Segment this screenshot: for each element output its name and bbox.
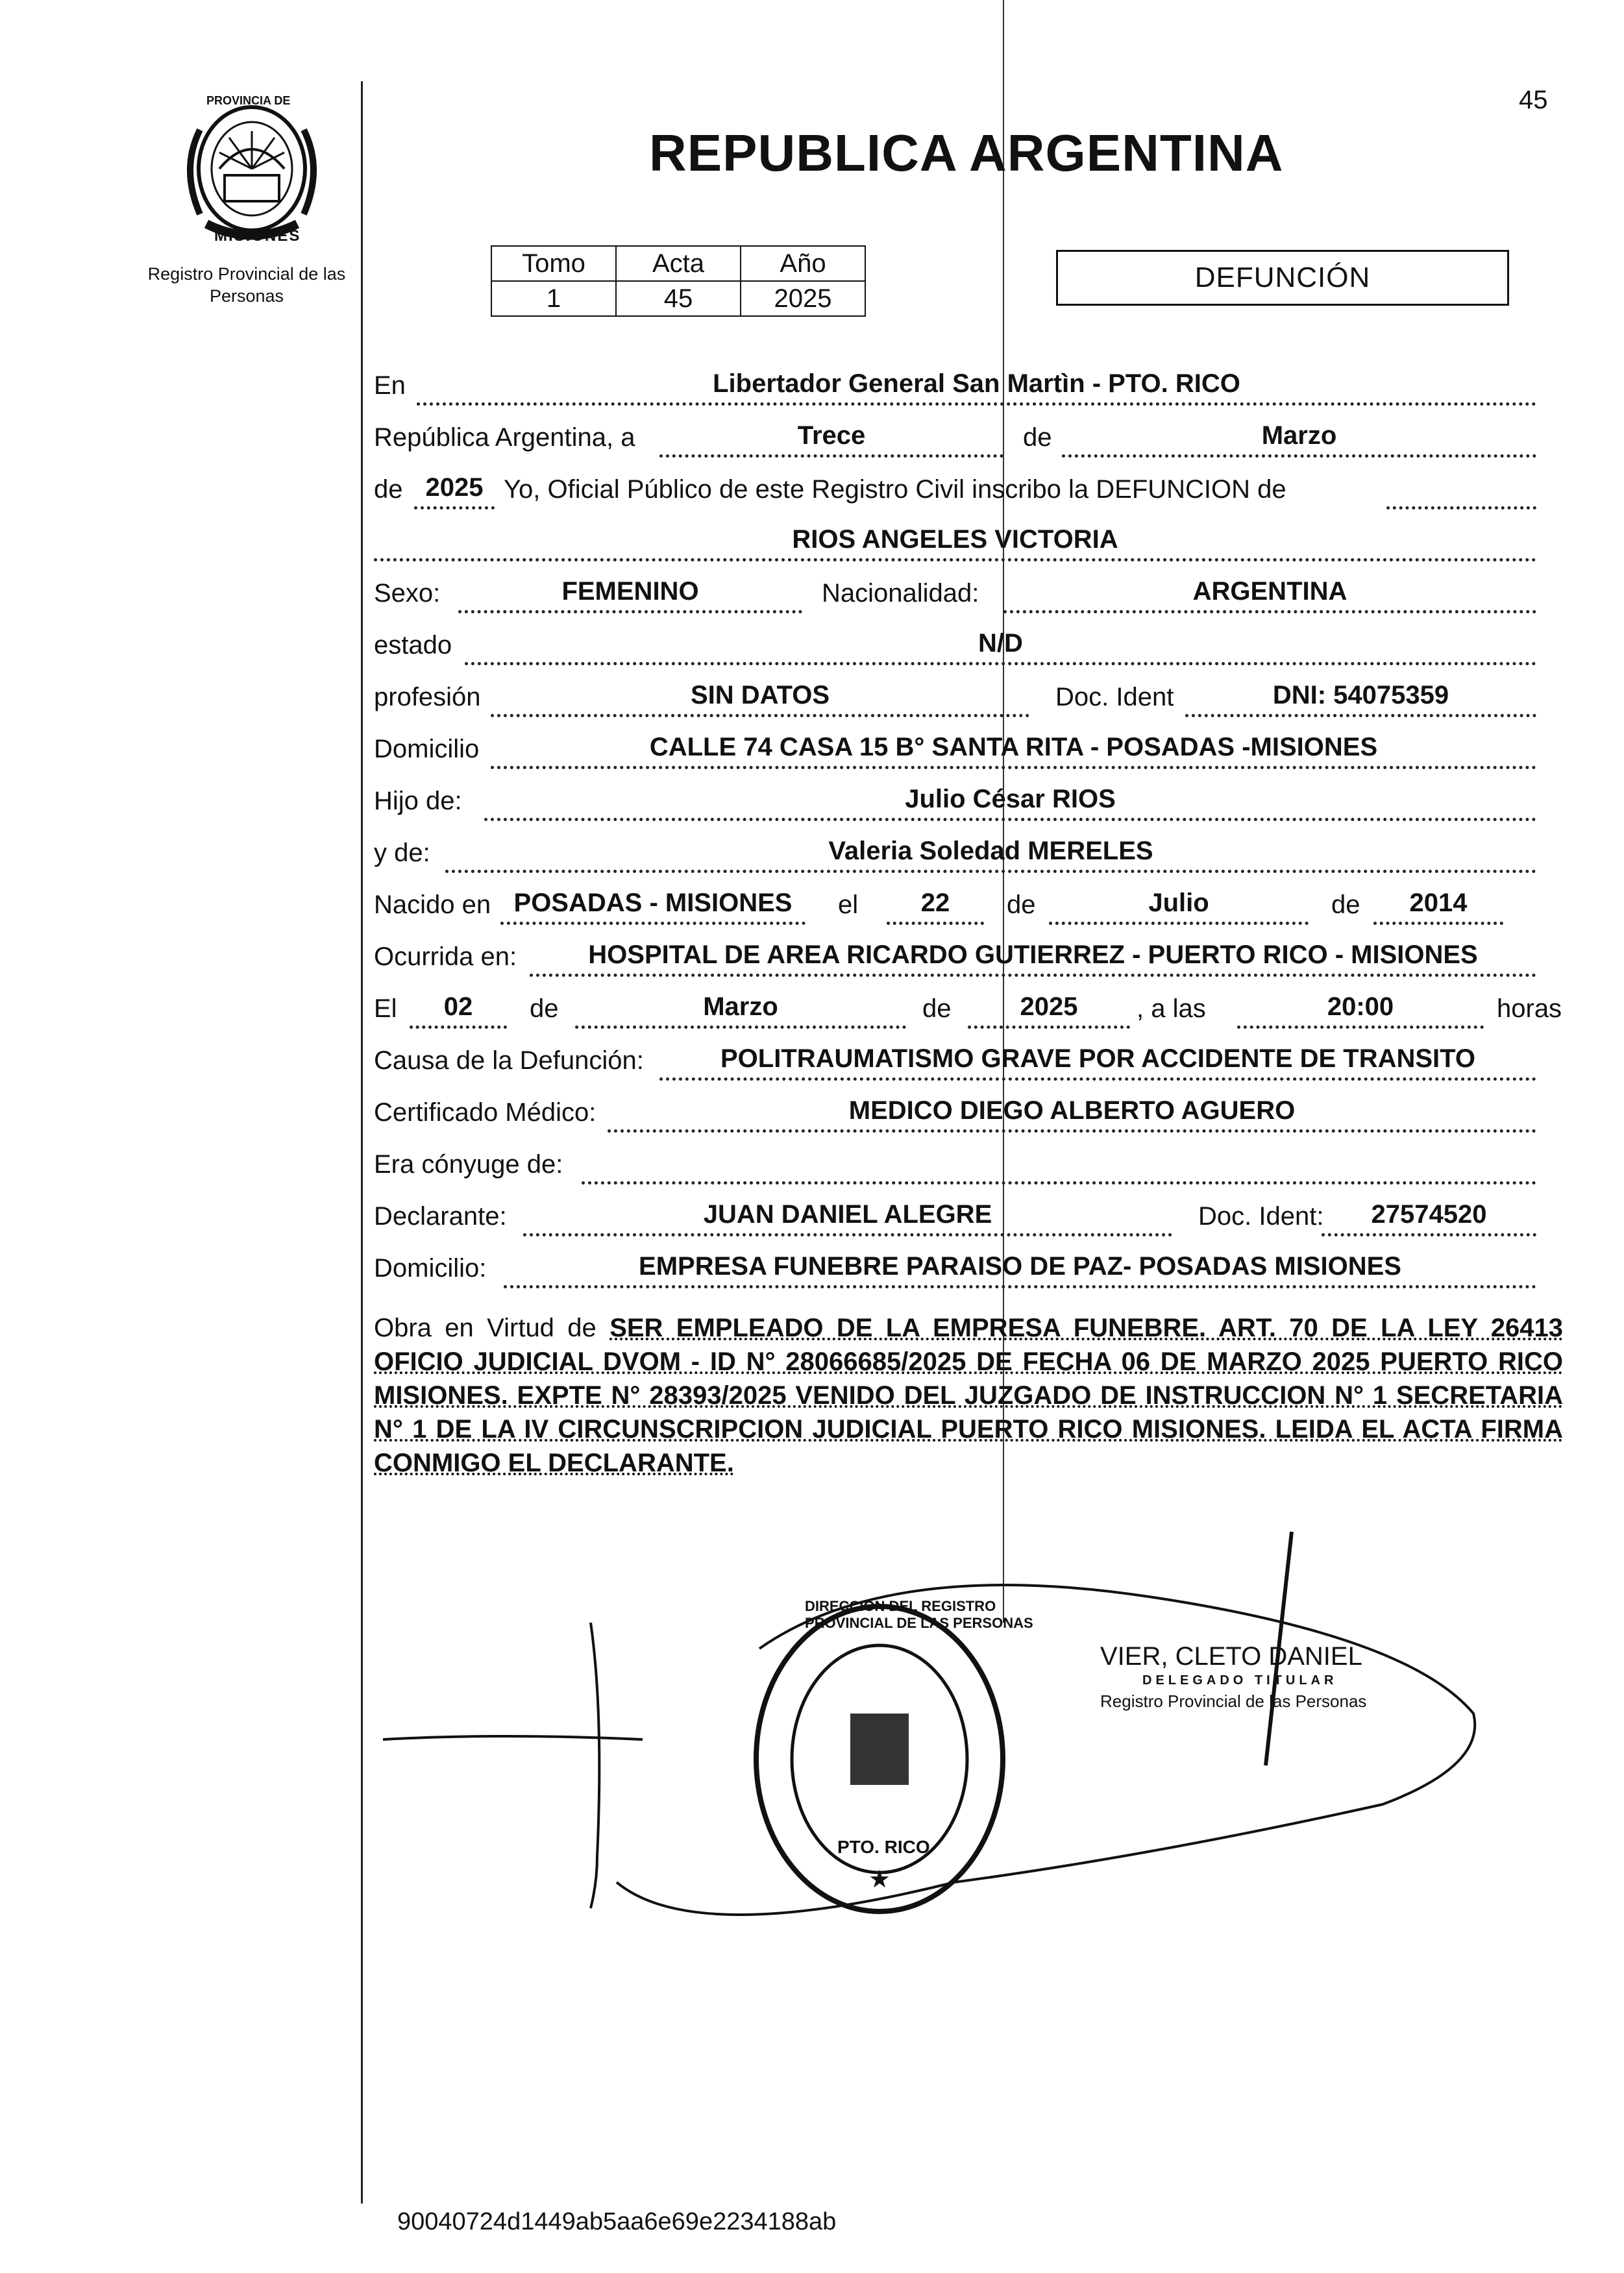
ocurrida-field: HOSPITAL DE AREA RICARDO GUTIERREZ - PUERTO RICO - MISIONES [530, 935, 1536, 977]
anio-header: Año [741, 246, 865, 281]
stamp-ring-text: DIRECCION DEL REGISTRO PROVINCIAL DE LAS PERSONAS [805, 1598, 1033, 1631]
crest-text-top: PROVINCIA DE [206, 94, 291, 107]
en-field: Libertador General San Martìn - PTO. RICO [417, 363, 1536, 406]
domicilio2-field: EMPRESA FUNEBRE PARAISO DE PAZ- POSADAS MISIONES [504, 1246, 1536, 1288]
obra-value: SER EMPLEADO DE LA EMPRESA FUNEBRE. ART. 70 DE LA LEY 26413 OFICIO JUDICIAL DVOM - ID N° 28066685/2025 DE FECHA 06 DE MARZO 2025 PUERTO RICO MISIONES. EXPTE N° 28393/2025 VENIDO DEL JUZGADO DE INSTRUCCION N° 1 SECRETARIA N° 1 DE LA IV CIRCUNSCRIPCION JUDICIAL PUERTO RICO MISIONES. LEIDA EL ACTA FIRMA CONMIGO EL DECLARANTE. [374, 1314, 1563, 1477]
conyuge-field [582, 1142, 1536, 1185]
conyuge-label: Era cónyuge de: [374, 1150, 563, 1179]
de-label-3: de [1007, 891, 1036, 919]
row-conyuge [374, 1146, 1536, 1185]
row-hijo [374, 782, 1536, 821]
record-type-box: DEFUNCIÓN [1056, 250, 1509, 306]
row-sexo [374, 574, 1536, 613]
row-fecha-defuncion [374, 990, 1562, 1029]
domicilio-label: Domicilio [374, 735, 480, 763]
de-label: de [1023, 423, 1052, 452]
de-label-5: de [530, 994, 559, 1023]
doc-label: Doc. Ident [1055, 683, 1174, 711]
yde-label: y de: [374, 839, 430, 867]
obra-label: Obra en Virtud de [374, 1314, 597, 1342]
row-declarante [374, 1198, 1536, 1236]
certificado-label: Certificado Médico: [374, 1098, 597, 1127]
causa-label: Causa de la Defunción: [374, 1046, 644, 1075]
row-certificado [374, 1094, 1536, 1133]
statement-fill [1386, 467, 1536, 510]
document-hash: 90040724d1449ab5aa6e69e2234188ab [397, 2208, 837, 2235]
svg-text:★: ★ [868, 1866, 891, 1893]
death-time-field: 20:00 [1237, 987, 1484, 1029]
en-label: En [374, 371, 406, 400]
signer-name: VIER, CLETO DANIEL [1100, 1642, 1362, 1671]
el-label-2: El [374, 994, 397, 1023]
de-label-4: de [1331, 891, 1360, 919]
hijo-field: Julio César RIOS [484, 779, 1536, 821]
birth-month-field: Julio [1049, 883, 1309, 925]
doc2-field: 27574520 [1322, 1194, 1536, 1236]
signer-office: Registro Provincial de las Personas [1100, 1691, 1367, 1711]
row-nacido [374, 886, 1536, 925]
hijo-label: Hijo de: [374, 787, 462, 815]
domicilio2-label: Domicilio: [374, 1254, 487, 1283]
death-year-field: 2025 [968, 987, 1130, 1029]
row-statement [374, 471, 1536, 510]
republica-label: República Argentina, a [374, 423, 635, 452]
birth-year-field: 2014 [1373, 883, 1503, 925]
year-field: 2025 [414, 467, 495, 510]
page-number: 45 [1519, 86, 1548, 114]
nacionalidad-label: Nacionalidad: [822, 579, 979, 608]
row-name [374, 522, 1536, 561]
row-en [374, 367, 1536, 406]
day-field: Trece [659, 415, 1003, 458]
row-profesion [374, 678, 1536, 717]
tomo-value: 1 [491, 281, 616, 316]
de-label-6: de [922, 994, 952, 1023]
signer-role: DELEGADO TITULAR [1142, 1673, 1338, 1688]
birth-day-field: 22 [887, 883, 984, 925]
row-domicilio [374, 730, 1536, 769]
nacido-label: Nacido en [374, 891, 491, 919]
estado-label: estado [374, 631, 452, 659]
registry-stamp-icon [746, 1597, 1013, 1921]
statement-text: Yo, Oficial Público de este Registro Civil inscribo la DEFUNCION de [504, 475, 1286, 504]
record-table [491, 245, 866, 317]
stamp-city-text: PTO. RICO [837, 1837, 930, 1857]
row-ocurrida [374, 938, 1536, 977]
de-label-2: de [374, 475, 403, 504]
row-estado [374, 626, 1536, 665]
yde-field: Valeria Soledad MERELES [445, 831, 1536, 873]
sexo-label: Sexo: [374, 579, 441, 608]
declarante-field: JUAN DANIEL ALEGRE [523, 1194, 1172, 1236]
issuer-caption: Registro Provincial de las Personas [147, 264, 346, 306]
deceased-name-field: RIOS ANGELES VICTORIA [374, 519, 1536, 561]
domicilio-field: CALLE 74 CASA 15 B° SANTA RITA - POSADAS -MISIONES [491, 727, 1536, 769]
row-yde [374, 834, 1536, 873]
anio-value: 2025 [741, 281, 865, 316]
certificado-field: MEDICO DIEGO ALBERTO AGUERO [608, 1090, 1536, 1133]
causa-field: POLITRAUMATISMO GRAVE POR ACCIDENTE DE TRANSITO [659, 1038, 1536, 1081]
obra-paragraph [374, 1311, 1563, 1480]
month-field: Marzo [1062, 415, 1536, 458]
sexo-field: FEMENINO [458, 571, 802, 613]
crest-text-bottom: MISIONES [214, 227, 301, 245]
tomo-header: Tomo [491, 246, 616, 281]
nacionalidad-field: ARGENTINA [1003, 571, 1536, 613]
ocurrida-label: Ocurrida en: [374, 942, 517, 971]
margin-line [361, 81, 363, 2204]
estado-field: N/D [465, 623, 1536, 665]
nacido-field: POSADAS - MISIONES [500, 883, 806, 925]
doc2-label: Doc. Ident: [1198, 1202, 1324, 1231]
doc-field: DNI: 54075359 [1185, 675, 1536, 717]
profesion-field: SIN DATOS [491, 675, 1029, 717]
row-domicilio2 [374, 1249, 1536, 1288]
declarante-label: Declarante: [374, 1202, 507, 1231]
alas-label: , a las [1137, 994, 1206, 1023]
death-day-field: 02 [410, 987, 507, 1029]
acta-header: Acta [616, 246, 741, 281]
profesion-label: profesión [374, 683, 481, 711]
death-month-field: Marzo [575, 987, 906, 1029]
document-title: REPUBLICA ARGENTINA [649, 124, 1284, 182]
acta-value: 45 [616, 281, 741, 316]
row-date [374, 419, 1536, 458]
horas-label: horas [1497, 994, 1562, 1023]
el-label: el [838, 891, 859, 919]
row-causa [374, 1042, 1536, 1081]
